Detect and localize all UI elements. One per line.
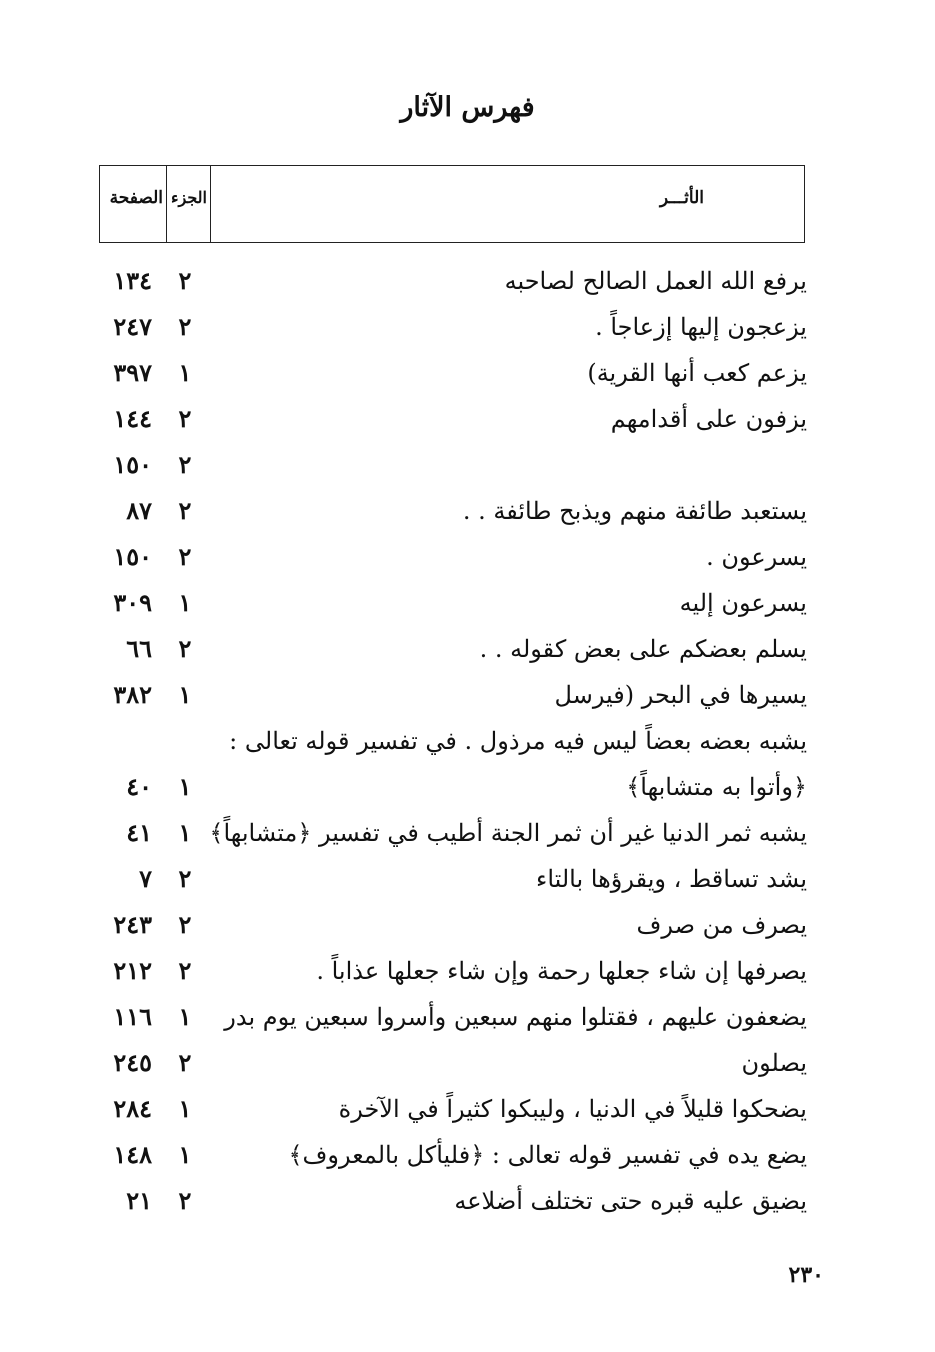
entry-part: ٢ — [178, 1186, 192, 1215]
index-entry-row — [0, 536, 935, 582]
index-entry-row — [0, 858, 935, 904]
entry-part: ١ — [178, 588, 192, 617]
page-title: فهرس الآثار — [400, 92, 535, 123]
index-entry-row — [0, 996, 935, 1042]
entry-part: ١ — [178, 358, 192, 387]
entry-part: ٢ — [178, 910, 192, 939]
index-entry-row — [0, 398, 935, 444]
entry-text: يرفع الله العمل الصالح لصاحبه — [504, 267, 807, 295]
entry-part: ٢ — [178, 634, 192, 663]
entry-text: يسرعون إليه — [679, 589, 807, 617]
index-entry-row — [0, 904, 935, 950]
index-entry-row — [0, 352, 935, 398]
entry-text: يضع يده في تفسير قوله تعالى : ﴿فليأكل بالمعروف﴾ — [288, 1141, 807, 1169]
index-table-header — [99, 165, 805, 243]
entry-part: ١ — [178, 1094, 192, 1123]
index-entry-row — [0, 674, 935, 720]
index-entry-row — [0, 950, 935, 996]
entry-page: ٤١ — [126, 818, 152, 847]
entry-part: ٢ — [178, 312, 192, 341]
header-part-label: الجزء — [171, 188, 207, 207]
entry-part: ٢ — [178, 1048, 192, 1077]
entry-page: ١٥٠ — [113, 450, 152, 479]
entry-text: يصرفها إن شاء جعلها رحمة وإن شاء جعلها عذاباً . — [316, 957, 807, 985]
header-page-column — [100, 166, 167, 242]
index-entries — [0, 260, 935, 1226]
entry-page: ٢٤٥ — [113, 1048, 152, 1077]
entry-part: ١ — [178, 1140, 192, 1169]
header-part-column — [167, 166, 211, 242]
entry-page: ١٤٨ — [113, 1140, 152, 1169]
entry-page: ٢١ — [126, 1186, 152, 1215]
entry-page: ٢٤٣ — [113, 910, 152, 939]
entry-part: ١ — [178, 680, 192, 709]
entry-text: يشبه بعضه بعضاً ليس فيه مرذول . في تفسير قوله تعالى : — [229, 727, 807, 755]
entry-text: يستعبد طائفة منهم ويذبح طائفة . . — [462, 497, 807, 525]
index-entry-row — [0, 260, 935, 306]
entry-text: يزفون على أقدامهم — [610, 405, 807, 433]
index-entry-row — [0, 1180, 935, 1226]
entry-part: ١ — [178, 1002, 192, 1031]
entry-text: يسلم بعضكم على بعض كقوله . . — [479, 635, 807, 663]
entry-part: ٢ — [178, 266, 192, 295]
entry-page: ١٤٤ — [113, 404, 152, 433]
index-entry-row — [0, 444, 935, 490]
entry-page: ٤٠ — [126, 772, 152, 801]
header-athar-column — [211, 166, 804, 242]
entry-text: يزعجون إليها إزعاجاً . — [595, 313, 807, 341]
entry-text: يضعفون عليهم ، فقتلوا منهم سبعين وأسروا سبعين يوم بدر — [224, 1003, 807, 1031]
entry-part: ١ — [178, 818, 192, 847]
page-number: ٢٣٠ — [788, 1262, 824, 1288]
entry-page: ٣٨٢ — [113, 680, 152, 709]
entry-page: ١٣٤ — [113, 266, 152, 295]
index-entry-row — [0, 628, 935, 674]
entry-part: ٢ — [178, 864, 192, 893]
index-entry-row — [0, 1088, 935, 1134]
index-entry-row — [0, 582, 935, 628]
entry-text: يشبه ثمر الدنيا غير أن ثمر الجنة أطيب في تفسير ﴿متشابهاً﴾ — [209, 819, 807, 847]
header-athar-label: الأثـــر — [659, 188, 704, 208]
index-entry-row — [0, 720, 935, 766]
entry-page: ١٥٠ — [113, 542, 152, 571]
index-entry-row — [0, 812, 935, 858]
entry-part: ٢ — [178, 542, 192, 571]
entry-part: ١ — [178, 772, 192, 801]
header-page-label: الصفحة — [109, 188, 163, 208]
entry-text: يصلون — [741, 1049, 807, 1077]
entry-text: يسيرها في البحر (فيرسل — [554, 681, 807, 709]
entry-page: ٧ — [139, 864, 152, 893]
index-entry-row — [0, 306, 935, 352]
entry-part: ٢ — [178, 404, 192, 433]
index-entry-row — [0, 490, 935, 536]
entry-text: يسرعون . — [706, 543, 807, 571]
entry-text: يشد تساقط ، ويقرؤها بالتاء — [536, 865, 807, 893]
entry-text: يضيق عليه قبره حتى تختلف أضلاعه — [454, 1187, 807, 1215]
index-entry-row — [0, 1134, 935, 1180]
entry-part: ٢ — [178, 450, 192, 479]
entry-page: ١١٦ — [113, 1002, 152, 1031]
entry-page: ٨٧ — [126, 496, 152, 525]
entry-page: ٢١٢ — [113, 956, 152, 985]
entry-text: يضحكوا قليلاً في الدنيا ، وليبكوا كثيراً في الآخرة — [338, 1095, 807, 1123]
entry-text: يصرف من صرف — [636, 911, 807, 939]
index-entry-row — [0, 1042, 935, 1088]
entry-page: ٣٩٧ — [113, 358, 152, 387]
entry-text: يزعم كعب أنها القرية) — [587, 359, 807, 387]
entry-part: ٢ — [178, 496, 192, 525]
entry-page: ٢٤٧ — [113, 312, 152, 341]
index-entry-row — [0, 766, 935, 812]
entry-text: ﴿وأتوا به متشابهاً﴾ — [626, 773, 807, 801]
entry-page: ٣٠٩ — [113, 588, 152, 617]
entry-part: ٢ — [178, 956, 192, 985]
entry-page: ٦٦ — [126, 634, 152, 663]
entry-page: ٢٨٤ — [113, 1094, 152, 1123]
